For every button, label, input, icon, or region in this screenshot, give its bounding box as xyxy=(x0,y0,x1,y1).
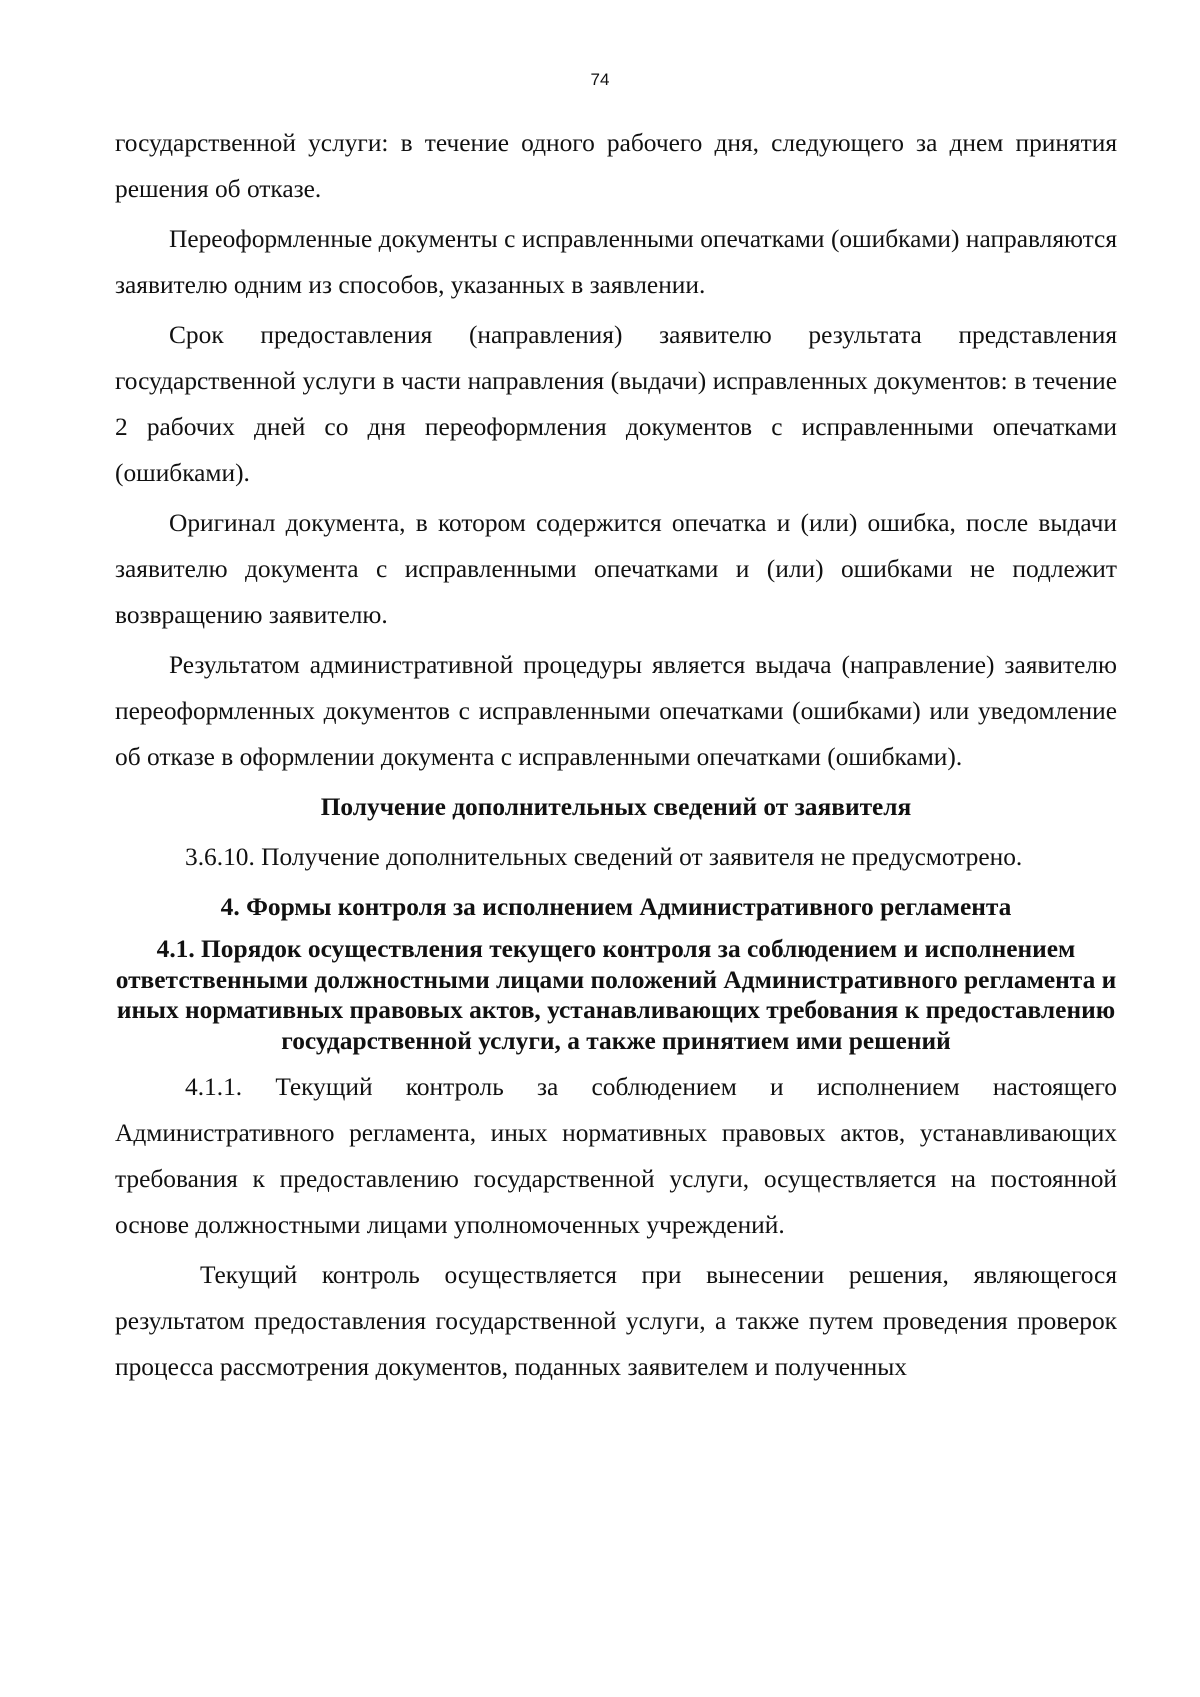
heading-section-4: 4. Формы контроля за исполнением Административного регламента xyxy=(220,893,1012,921)
document-body xyxy=(115,120,1117,1394)
paragraph-delivery-term: Срок предоставления (направления) заявителю результата представления государственной услуги в части направления (выдачи) исправленных документов: в течение 2 рабочих дней со дня переоформления документов с исправленными опечатками (ошибками). xyxy=(115,321,1117,487)
paragraph-current-control: Текущий контроль осуществляется при вынесении решения, являющегося результатом предоставления государственной услуги, а также путем проведения проверок процесса рассмотрения документов, поданных заявителем и полученных xyxy=(115,1261,1117,1381)
paragraph-procedure-result: Результатом административной процедуры является выдача (направление) заявителю переоформленных документов с исправленными опечатками (ошибками) или уведомление об отказе в оформлении документа с исправленными опечатками (ошибками). xyxy=(115,651,1117,771)
page-number: 74 xyxy=(590,70,610,89)
paragraph-3-6-10: 3.6.10. Получение дополнительных сведений от заявителя не предусмотрено. xyxy=(185,843,1023,871)
paragraph-continuation: государственной услуги: в течение одного рабочего дня, следующего за днем принятия решения об отказе. xyxy=(115,129,1117,203)
paragraph-reissued-documents: Переоформленные документы с исправленными опечатками (ошибками) направляются заявителю одним из способов, указанных в заявлении. xyxy=(115,225,1117,299)
heading-section-4-1: 4.1. Порядок осуществления текущего контроля за соблюдением и исполнением ответственными должностными лицами положений Административного регламента и иных нормативных правовых актов, устанавливающих требования к предоставлению государственной услуги, а также принятием ими решений xyxy=(115,935,1117,1055)
paragraph-original-document: Оригинал документа, в котором содержится опечатка и (или) ошибка, после выдачи заявителю документа с исправленными опечатками и (или) ошибками не подлежит возвращению заявителю. xyxy=(115,509,1117,629)
paragraph-4-1-1: 4.1.1. Текущий контроль за соблюдением и исполнением настоящего Административного регламента, иных нормативных правовых актов, устанавливающих требования к предоставлению государственной услуги, осуществляется на постоянной основе должностными лицами уполномоченных учреждений. xyxy=(115,1073,1117,1239)
heading-additional-info: Получение дополнительных сведений от заявителя xyxy=(320,793,912,821)
